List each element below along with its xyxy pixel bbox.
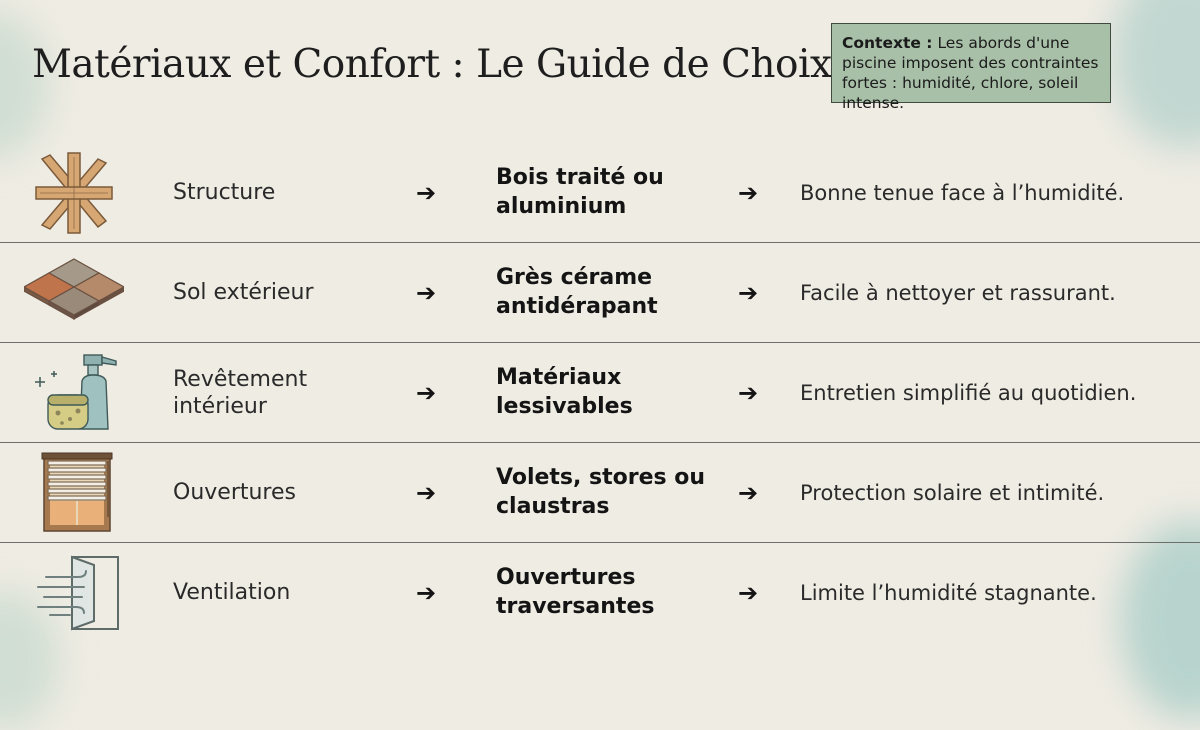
arrow-icon: ➔: [737, 579, 759, 607]
row-label: Ventilation: [173, 580, 291, 606]
context-box: [831, 23, 1111, 113]
row-label: Ouvertures: [173, 480, 296, 506]
row-label: Sol extérieur: [173, 280, 314, 306]
cleaning-spray-sponge-icon: [24, 351, 124, 435]
arrow-icon: ➔: [415, 279, 437, 307]
row-material: Grès cérame antidérapant: [496, 265, 658, 319]
arrow-icon: ➔: [415, 379, 437, 407]
arrow-icon: ➔: [415, 579, 437, 607]
row-material: Matériaux lessivables: [496, 365, 633, 419]
wood-beams-icon: [24, 151, 124, 235]
row-benefit: Protection solaire et intimité.: [800, 481, 1105, 505]
row-benefit: Entretien simplifié au quotidien.: [800, 381, 1137, 405]
row-label: Structure: [173, 180, 276, 206]
row-benefit: Facile à nettoyer et rassurant.: [800, 281, 1116, 305]
table-row: [0, 343, 1200, 443]
context-label: Contexte :: [842, 34, 933, 52]
window-blinds-icon: [24, 451, 124, 535]
row-material: Volets, stores ou claustras: [496, 465, 706, 519]
table-row: [0, 143, 1200, 243]
arrow-icon: ➔: [737, 179, 759, 207]
row-benefit: Bonne tenue face à l’humidité.: [800, 181, 1125, 205]
arrow-icon: ➔: [415, 479, 437, 507]
row-benefit: Limite l’humidité stagnante.: [800, 581, 1097, 605]
context-text: Les abords d'une piscine imposent des contraintes fortes : humidité, chlore, soleil intense.: [842, 34, 1099, 113]
page-title: Matériaux et Confort : Le Guide de Choix: [32, 42, 832, 87]
table-row: [0, 243, 1200, 343]
row-label: Revêtement intérieur: [173, 366, 308, 419]
watercolor-wash: [1110, 0, 1200, 150]
ventilation-window-icon: [24, 551, 124, 635]
arrow-icon: ➔: [737, 279, 759, 307]
arrow-icon: ➔: [737, 479, 759, 507]
floor-tiles-icon: [24, 251, 124, 335]
materials-table: [0, 143, 1200, 643]
row-material: Ouvertures traversantes: [496, 565, 655, 619]
table-row: [0, 543, 1200, 643]
table-row: [0, 443, 1200, 543]
arrow-icon: ➔: [415, 179, 437, 207]
row-material: Bois traité ou aluminium: [496, 165, 664, 219]
arrow-icon: ➔: [737, 379, 759, 407]
